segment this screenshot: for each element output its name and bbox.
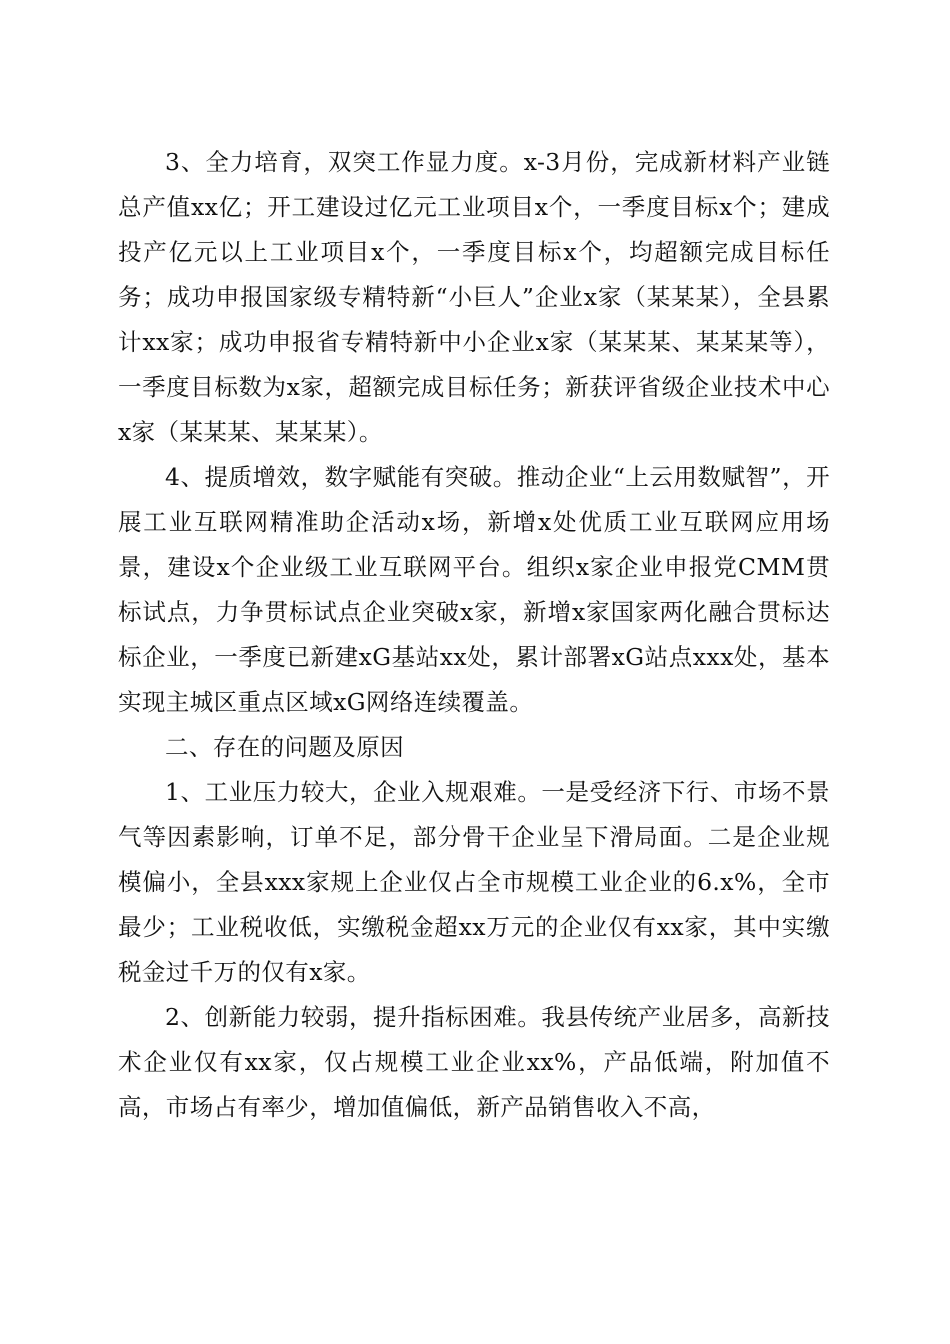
section-heading-problems: 二、存在的问题及原因 [165, 733, 404, 761]
paragraph-problem-1: 1、工业压力较大，企业入规艰难。一是受经济下行、市场不景气等因素影响，订单不足，部分骨干企业呈下滑局面。二是企业规模偏小，全县xxx家规上企业仅占全市规模工业企业的6.x%，全市最少；工业税收低，实缴税金超xx万元的企业仅有xx家，其中实缴税金过千万的仅有x家。 [118, 778, 830, 986]
document-body [118, 140, 830, 1130]
paragraph-problem-2: 2、创新能力较弱，提升指标困难。我县传统产业居多，高新技术企业仅有xx家，仅占规模工业企业xx%，产品低端，附加值不高，市场占有率少，增加值偏低，新产品销售收入不高， [118, 1003, 830, 1121]
paragraph-section-3: 3、全力培育，双突工作显力度。x-3月份，完成新材料产业链总产值xx亿；开工建设过亿元工业项目x个，一季度目标x个；建成投产亿元以上工业项目x个，一季度目标x个，均超额完成目标任务；成功申报国家级专精特新“小巨人”企业x家（某某某），全县累计xx家；成功申报省专精特新中小企业x家（某某某、某某某等），一季度目标数为x家，超额完成目标任务；新获评省级企业技术中心x家（某某某、某某某）。 [118, 148, 830, 446]
paragraph-section-4: 4、提质增效，数字赋能有突破。推动企业“上云用数赋智”，开展工业互联网精准助企活动x场，新增x处优质工业互联网应用场景，建设x个企业级工业互联网平台。组织x家企业申报党CMM贯标试点，力争贯标试点企业突破x家，新增x家国家两化融合贯标达标企业，一季度已新建xG基站xx处，累计部署xG站点xxx处，基本实现主城区重点区域xG网络连续覆盖。 [118, 463, 830, 716]
